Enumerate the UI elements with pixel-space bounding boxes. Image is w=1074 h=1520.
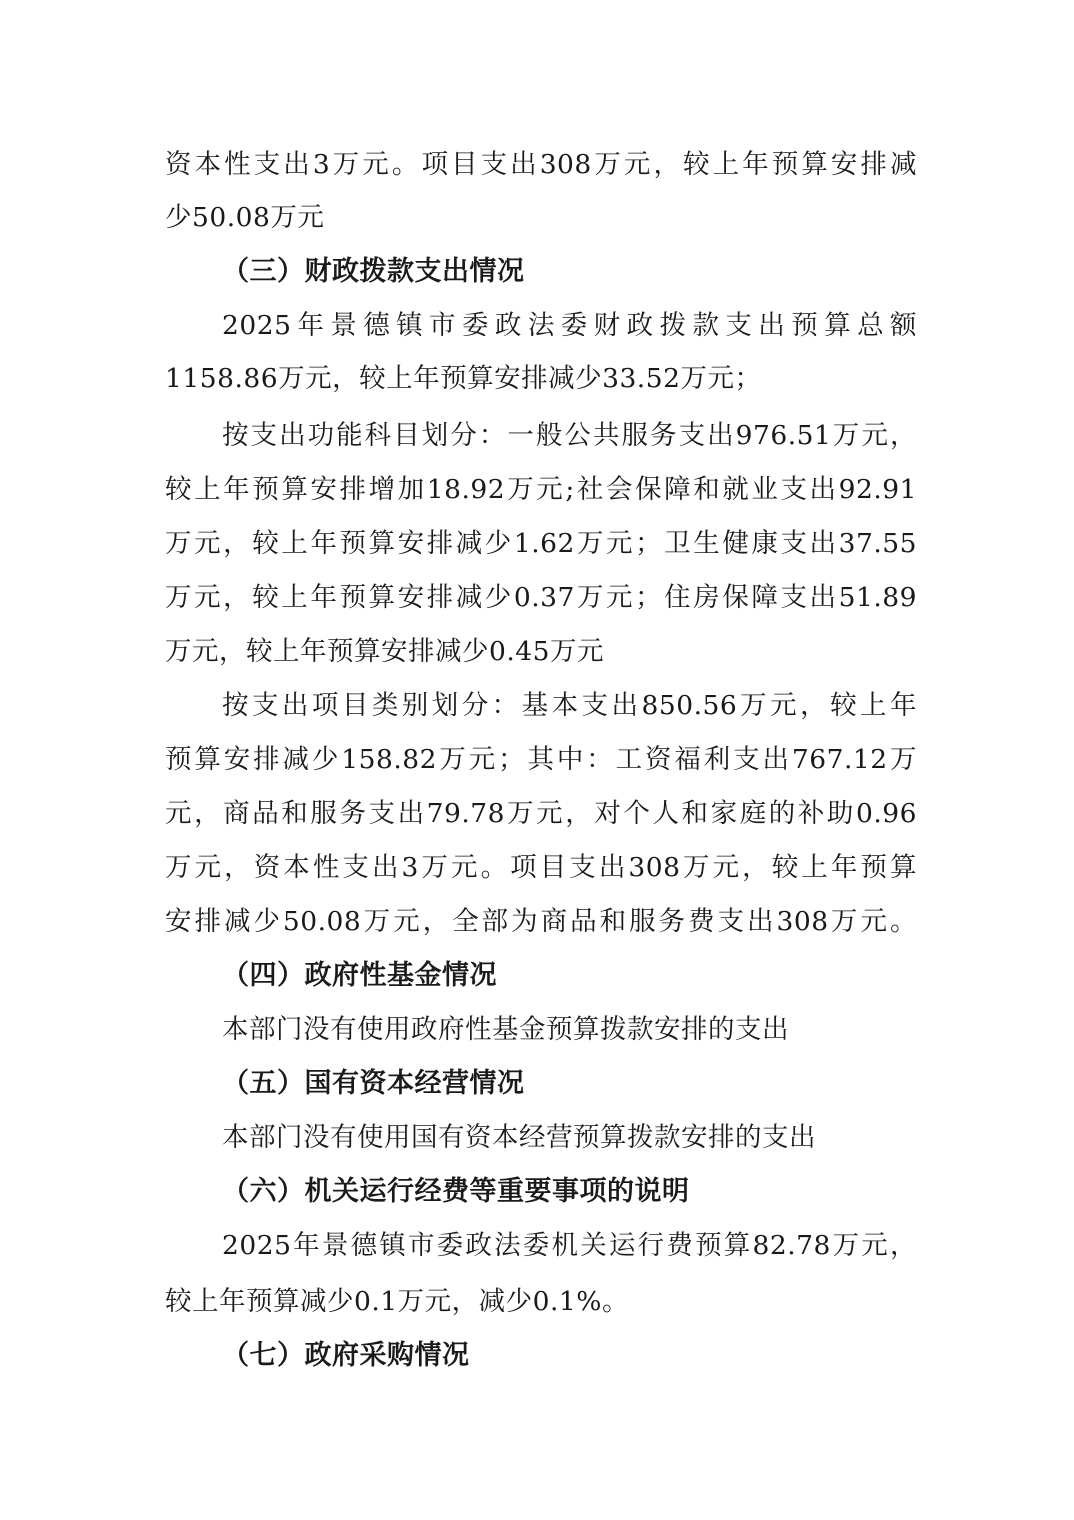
paragraph-line: 本部门没有使用国有资本经营预算拨款安排的支出 bbox=[222, 1122, 816, 1153]
paragraph-line: 万元，资本性支出3万元。项目支出308万元，较上年预算 bbox=[165, 852, 917, 883]
section-heading-3: （三）财政拨款支出情况 bbox=[222, 256, 525, 287]
section-heading-6: （六）机关运行经费等重要事项的说明 bbox=[222, 1176, 690, 1207]
paragraph-line: 1158.86万元，较上年预算安排减少33.52万元； bbox=[165, 363, 762, 394]
paragraph-line: 较上年预算减少0.1万元，减少0.1%。 bbox=[165, 1286, 629, 1317]
section-heading-7: （七）政府采购情况 bbox=[222, 1340, 470, 1371]
paragraph-line: 按支出功能科目划分：一般公共服务支出976.51万元， bbox=[222, 420, 917, 451]
paragraph-line: 万元，较上年预算安排减少1.62万元；卫生健康支出37.55 bbox=[165, 528, 917, 559]
paragraph-line: 较上年预算安排增加18.92万元;社会保障和就业支出92.91 bbox=[165, 474, 917, 505]
paragraph-line: 少50.08万元 bbox=[165, 202, 325, 233]
paragraph-line: 元，商品和服务支出79.78万元，对个人和家庭的补助0.96 bbox=[165, 798, 917, 829]
section-heading-5: （五）国有资本经营情况 bbox=[222, 1068, 525, 1099]
paragraph-line: 万元，较上年预算安排减少0.37万元；住房保障支出51.89 bbox=[165, 582, 917, 613]
paragraph-line: 2025年景德镇市委政法委财政拨款支出预算总额 bbox=[222, 310, 917, 341]
paragraph-line: 本部门没有使用政府性基金预算拨款安排的支出 bbox=[222, 1014, 789, 1045]
paragraph-line: 资本性支出3万元。项目支出308万元，较上年预算安排减 bbox=[165, 149, 917, 180]
paragraph-line: 预算安排减少158.82万元；其中：工资福利支出767.12万 bbox=[165, 744, 917, 775]
paragraph-line: 2025年景德镇市委政法委机关运行费预算82.78万元， bbox=[222, 1230, 917, 1261]
section-heading-4: （四）政府性基金情况 bbox=[222, 960, 497, 991]
paragraph-line: 按支出项目类别划分：基本支出850.56万元，较上年 bbox=[222, 690, 917, 721]
paragraph-line: 安排减少50.08万元，全部为商品和服务费支出308万元。 bbox=[165, 906, 917, 937]
paragraph-line: 万元，较上年预算安排减少0.45万元 bbox=[165, 636, 605, 667]
